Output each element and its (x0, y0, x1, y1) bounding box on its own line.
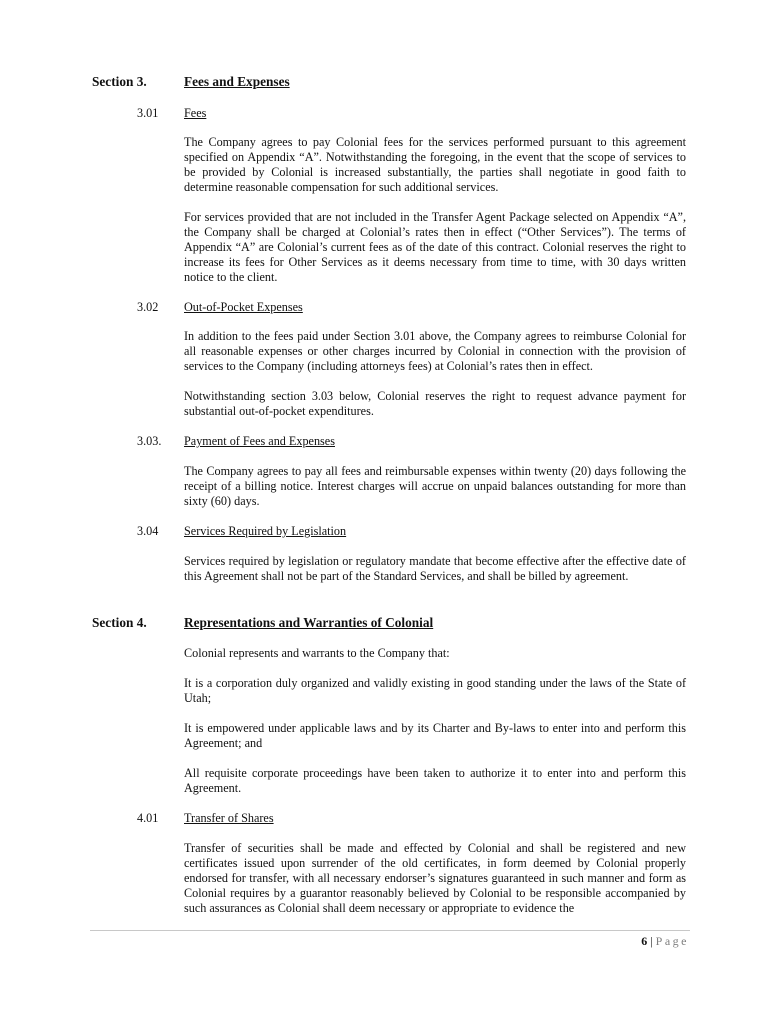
section-title: Representations and Warranties of Colonial (184, 615, 434, 630)
subsection-number: 3.04 (137, 524, 159, 538)
subsection-title: Out-of-Pocket Expenses (184, 300, 303, 314)
subsection-title: Transfer of Shares (184, 811, 274, 825)
section-title: Fees and Expenses (184, 74, 290, 89)
subsection-title: Payment of Fees and Expenses (184, 434, 335, 448)
paragraph-4-item-2: It is empowered under applicable laws and by its Charter and By-laws to enter into and perform this Agreement; and (184, 721, 686, 751)
subsection-title: Fees (184, 106, 207, 120)
subsection-number: 3.02 (137, 300, 159, 314)
paragraph-4-item-1: It is a corporation duly organized and validly existing in good standing under the laws of the State of Utah; (184, 676, 686, 706)
paragraph-4-01: Transfer of securities shall be made and effected by Colonial and shall be registered and new certificates issued upon surrender of the old certificates, in form deemed by Colonial properly endorsed for transfer, with all necessary endorser’s signatures guaranteed in such manner and form as Colonial requires by a guarantor reasonably believed by Colonial to be responsible accompanied by such assurances as Colonial shall deem necessary or appropriate to evidence the (184, 841, 686, 916)
footer-separator: | (650, 934, 653, 948)
page-label: Page (655, 934, 689, 948)
paragraph-3-01-a: The Company agrees to pay Colonial fees for the services performed pursuant to this agreement specified on Appendix “A”. Notwithstanding the foregoing, in the event that the scope of services to be provided by Colonial is increased substantially, the parties shall negotiate in good faith to determine reasonable compensation for such additional services. (184, 135, 686, 195)
paragraph-4-item-3: All requisite corporate proceedings have been taken to authorize it to enter into and perform this Agreement. (184, 766, 686, 796)
page-footer (641, 934, 689, 948)
paragraph-3-04: Services required by legislation or regulatory mandate that become effective after the effective date of this Agreement shall not be part of the Standard Services, and shall be billed by agreement. (184, 554, 686, 584)
section-number: Section 4. (92, 615, 147, 630)
footer-divider (90, 930, 690, 931)
page-number: 6 (641, 934, 648, 948)
subsection-title: Services Required by Legislation (184, 524, 347, 538)
subsection-number: 3.01 (137, 106, 159, 120)
section-number: Section 3. (92, 74, 147, 89)
paragraph-3-02-b: Notwithstanding section 3.03 below, Colonial reserves the right to request advance payment for substantial out-of-pocket expenditures. (184, 389, 686, 419)
paragraph-3-02-a: In addition to the fees paid under Section 3.01 above, the Company agrees to reimburse Colonial for all reasonable expenses or other charges incurred by Colonial in connection with the provision of services to the Company (including attorneys fees) at Colonial’s rates then in effect. (184, 329, 686, 374)
subsection-number: 3.03. (137, 434, 162, 448)
paragraph-3-01-b: For services provided that are not included in the Transfer Agent Package selected on Appendix “A”, the Company shall be charged at Colonial’s rates then in effect (“Other Services”). The terms of Appendix “A” are Colonial’s current fees as of the date of this contract. Colonial reserves the right to increase its fees for Other Services as it deems necessary from time to time, with 30 days written notice to the client. (184, 210, 686, 285)
paragraph-4-intro: Colonial represents and warrants to the Company that: (184, 646, 450, 660)
paragraph-3-03: The Company agrees to pay all fees and reimbursable expenses within twenty (20) days following the receipt of a billing notice. Interest charges will accrue on unpaid balances outstanding for more than sixty (60) days. (184, 464, 686, 509)
subsection-number: 4.01 (137, 811, 159, 825)
